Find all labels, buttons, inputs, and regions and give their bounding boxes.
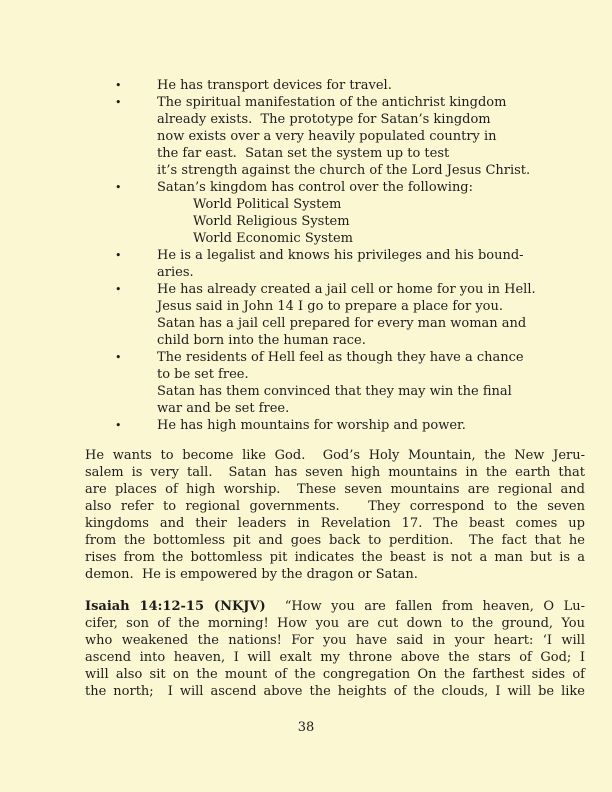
bullet-line: He has high mountains for worship and power. <box>157 418 466 433</box>
bullet-line: Jesus said in John 14 I go to prepare a place for you. <box>157 299 503 314</box>
paragraph-line: demon. He is empowered by the dragon or Satan. <box>85 567 418 582</box>
bullet-line: He has already created a jail cell or home for you in Hell. <box>157 282 536 297</box>
bullet-item <box>85 179 585 247</box>
scripture-reference: Isaiah 14:12-15 (NKJV) <box>85 599 266 614</box>
bullet-item <box>85 94 585 179</box>
paragraph-line: from the bottomless pit and goes back to perdition. The fact that he <box>85 533 585 548</box>
paragraph-line <box>85 598 585 615</box>
bullet-subline: World Political System <box>193 197 342 212</box>
bullet-item <box>85 349 585 417</box>
paragraph-line: He wants to become like God. God’s Holy Mountain, the New Jeru- <box>85 448 585 463</box>
bullet-icon: • <box>115 351 122 364</box>
bullet-line: to be set free. <box>157 367 249 382</box>
page-content <box>85 77 585 700</box>
bullet-list <box>85 77 585 434</box>
bullet-line: aries. <box>157 265 194 280</box>
paragraph-line: salem is very tall. Satan has seven high mountains in the earth that <box>85 465 585 480</box>
bullet-line: the far east. Satan set the system up to test <box>157 146 450 161</box>
paragraph-line: who weakened the nations! For you have said in your heart: ‘I will <box>85 633 585 648</box>
scripture-text-start: “How you are fallen from heaven, O Lu- <box>265 599 585 614</box>
page-number: 38 <box>297 720 315 735</box>
bullet-line: now exists over a very heavily populated country in <box>157 129 497 144</box>
bullet-line: already exists. The prototype for Satan’s kingdom <box>157 112 491 127</box>
bullet-line: Satan has a jail cell prepared for every man woman and <box>157 316 527 331</box>
paragraph-isaiah-quote <box>85 598 585 700</box>
bullet-subline: World Religious System <box>193 214 350 229</box>
paragraph-line: ascend into heaven, I will exalt my throne above the stars of God; I <box>85 650 585 665</box>
paragraph-line: rises from the bottomless pit indicates the beast is not a man but is a <box>85 550 585 565</box>
bullet-subline: World Economic System <box>193 231 353 246</box>
bullet-icon: • <box>115 283 122 296</box>
bullet-line: The spiritual manifestation of the antichrist kingdom <box>157 95 507 110</box>
bullet-icon: • <box>115 419 122 432</box>
bullet-line: it’s strength against the church of the Lord Jesus Christ. <box>157 163 531 178</box>
paragraph-line: cifer, son of the morning! How you are cut down to the ground, You <box>85 616 585 631</box>
bullet-icon: • <box>115 181 122 194</box>
bullet-icon: • <box>115 96 122 109</box>
paragraph-line: the north; I will ascend above the heights of the clouds, I will be like <box>85 684 585 699</box>
paragraph-line: kingdoms and their leaders in Revelation 17. The beast comes up <box>85 516 585 531</box>
paragraph-line: are places of high worship. These seven mountains are regional and <box>85 482 585 497</box>
paragraph-line: also refer to regional governments. They correspond to the seven <box>85 499 585 514</box>
bullet-icon: • <box>115 79 122 92</box>
bullet-icon: • <box>115 249 122 262</box>
paragraph-line: will also sit on the mount of the congregation On the farthest sides of <box>85 667 585 682</box>
bullet-line: child born into the human race. <box>157 333 366 348</box>
bullet-item <box>85 281 585 349</box>
bullet-line: war and be set free. <box>157 401 290 416</box>
bullet-item <box>85 247 585 281</box>
bullet-line: Satan has them convinced that they may win the final <box>157 384 512 399</box>
bullet-line: He is a legalist and knows his privileges and his bound- <box>157 248 524 263</box>
bullet-line: He has transport devices for travel. <box>157 78 392 93</box>
paragraph-he-wants-to-become-like-god <box>85 447 585 583</box>
bullet-item <box>85 77 585 94</box>
bullet-line: Satan’s kingdom has control over the following: <box>157 180 474 195</box>
bullet-line: The residents of Hell feel as though they have a chance <box>157 350 524 365</box>
bullet-item <box>85 417 585 434</box>
